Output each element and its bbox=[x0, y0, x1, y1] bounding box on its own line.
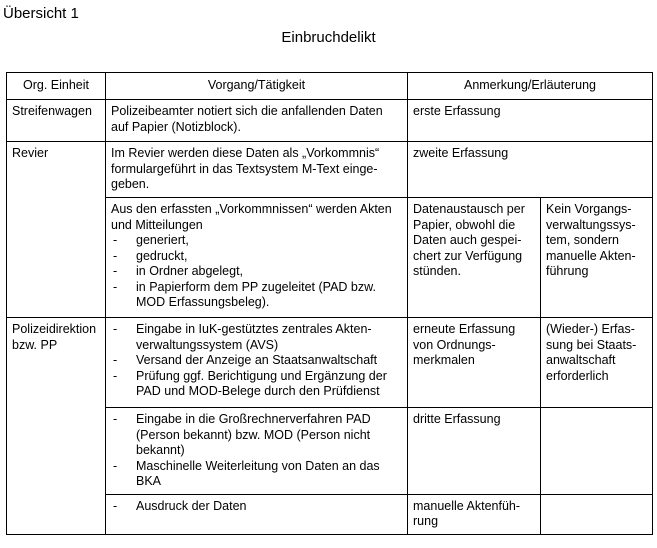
remark-extra-cell bbox=[541, 494, 653, 534]
table-row bbox=[7, 318, 653, 408]
list-item: - in Ordner abgelegt, bbox=[111, 264, 402, 280]
overview-heading: Übersicht 1 bbox=[3, 5, 79, 22]
remark-extra-cell: (Wieder-) Erfas-sung bei Staats-anwaltschaft erforderlich bbox=[541, 318, 653, 408]
list-item: - Prüfung ggf. Berichtigung und Ergänzung der PAD und MOD-Belege durch den Prüfdienst bbox=[111, 369, 402, 400]
procedure-table bbox=[6, 72, 653, 535]
header-remark: Anmerkung/Erläuterung bbox=[408, 73, 653, 100]
list-item: - gedruckt, bbox=[111, 249, 402, 265]
list-item: - Ausdruck der Daten bbox=[111, 499, 402, 515]
document-title: Einbruchdelikt bbox=[281, 29, 376, 46]
list-item: - generiert, bbox=[111, 233, 402, 249]
process-cell: Im Revier werden diese Daten als „Vorkommnis“ formulargeführt in das Textsystem M-Text einge-geben. bbox=[106, 142, 408, 198]
remark-cell: erneute Erfassung von Ordnungs-merkmalen bbox=[408, 318, 541, 408]
process-cell bbox=[106, 198, 408, 318]
header-process: Vorgang/Tätigkeit bbox=[106, 73, 408, 100]
process-cell bbox=[106, 318, 408, 408]
table-header-row bbox=[7, 73, 653, 100]
table-row bbox=[7, 142, 653, 198]
remark-cell: manuelle Aktenfüh-rung bbox=[408, 494, 541, 534]
org-unit-cell: Streifenwagen bbox=[7, 100, 106, 142]
process-cell bbox=[106, 408, 408, 495]
list-item: - Maschinelle Weiterleitung von Daten an das BKA bbox=[111, 459, 402, 490]
remark-cell: Datenaustausch per Papier, obwohl die Daten auch gespei-chert zur Verfügung stünden. bbox=[408, 198, 541, 318]
header-org-unit: Org. Einheit bbox=[7, 73, 106, 100]
list-item: - Eingabe in die Großrechnerverfahren PAD (Person bekannt) bzw. MOD (Person nicht bekannt) bbox=[111, 412, 402, 459]
process-cell bbox=[106, 494, 408, 534]
process-list bbox=[111, 499, 402, 515]
table-row bbox=[7, 100, 653, 142]
list-item: - Eingabe in IuK-gestütztes zentrales Akten-verwaltungssystem (AVS) bbox=[111, 322, 402, 353]
org-unit-cell: Polizeidirektion bzw. PP bbox=[7, 318, 106, 535]
remark-cell: zweite Erfassung bbox=[408, 142, 653, 198]
remark-extra-cell bbox=[541, 408, 653, 495]
process-list bbox=[111, 233, 402, 311]
process-list bbox=[111, 412, 402, 490]
remark-cell: dritte Erfassung bbox=[408, 408, 541, 495]
remark-extra-cell: Kein Vorgangs-verwaltungssys-tem, sondern manuelle Akten-führung bbox=[541, 198, 653, 318]
process-intro: Aus den erfassten „Vorkommnissen“ werden Akten und Mitteilungen bbox=[111, 202, 392, 232]
process-list bbox=[111, 322, 402, 400]
process-cell: Polizeibeamter notiert sich die anfallenden Daten auf Papier (Notizblock). bbox=[106, 100, 408, 142]
remark-cell: erste Erfassung bbox=[408, 100, 653, 142]
list-item: - in Papierform dem PP zugeleitet (PAD bzw. MOD Erfassungsbeleg). bbox=[111, 280, 402, 311]
list-item: - Versand der Anzeige an Staatsanwaltschaft bbox=[111, 353, 402, 369]
org-unit-cell: Revier bbox=[7, 142, 106, 318]
